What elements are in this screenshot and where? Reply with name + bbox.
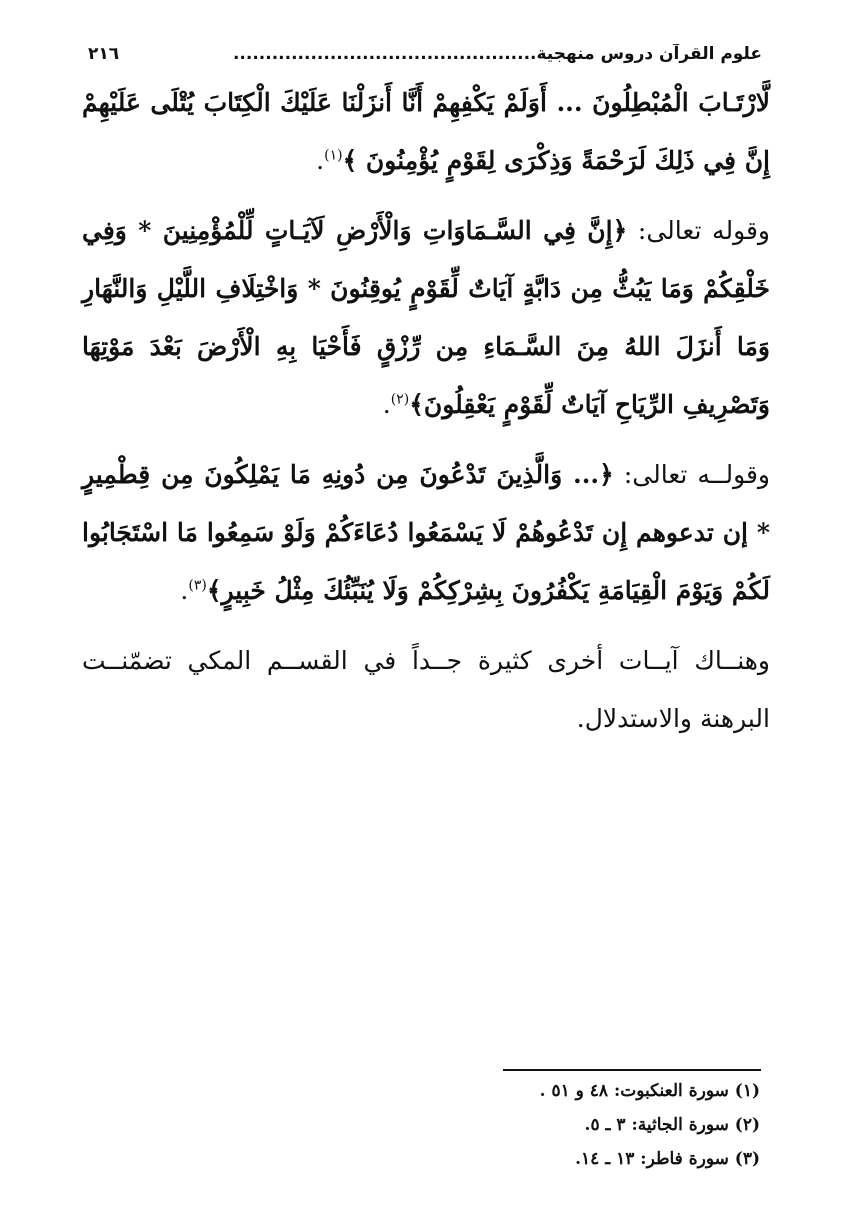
footnotes (440, 1074, 760, 1176)
paragraph-3-intro: وقولــه تعالى: (613, 460, 771, 489)
footnote-3: (٣) سورة فاطر: ١٣ ـ ١٤. (575, 1149, 760, 1169)
quran-verse-3: ﴿... وَالَّذِينَ تَدْعُونَ مِن دُونِهِ مَا يَمْلِكُونَ مِن قِطْمِيرٍ * إن تدعوهم إِن تَدْعُوهُمْ لَا يَسْمَعُوا دُعَاءَكُمْ وَلَوْ سَمِعُوا مَا اسْتَجَابُوا لَكُمْ وَيَوْمَ الْقِيَامَةِ يَكْفُرُونَ بِشِرْكِكُمْ وَلَا يُنَبِّئُكَ مِثْلُ خَبِيرٍ﴾ (82, 460, 770, 605)
page-number: ٢١٦ (88, 44, 120, 64)
quran-verse-1: لَّارْتَـابَ الْمُبْطِلُونَ ... أَوَلَمْ يَكْفِهِمْ أَنَّا أَنزَلْنَا عَلَيْكَ الْكِتَابَ يُتْلَى عَلَيْهِمْ إِنَّ فِي ذَلِكَ لَرَحْمَةً وَذِكْرَى لِقَوْمٍ يُؤْمِنُونَ ﴾ (82, 88, 770, 175)
book-title: علوم القرآن دروس منهجية............................................... (232, 44, 762, 64)
running-header (88, 34, 762, 64)
footnote-ref-2: (٢) (390, 391, 410, 408)
footnote-1: (١) سورة العنكبوت: ٤٨ و ٥١ . (539, 1081, 760, 1101)
quran-verse-2: ﴿إِنَّ فِي السَّـمَاوَاتِ وَالْأَرْضِ لَآيَـاتٍ لِّلْمُؤْمِنِينَ * وَفِي خَلْقِكُمْ وَمَا يَبُثُّ مِن دَابَّةٍ آيَاتٌ لِّقَوْمٍ يُوقِنُونَ * وَاخْتِلَافِ اللَّيْلِ وَالنَّهَارِ وَمَا أَنزَلَ اللهُ مِنَ السَّـمَاءِ مِن رِّزْقٍ فَأَحْيَا بِهِ الْأَرْضَ بَعْدَ مَوْتِهَا وَتَصْرِيفِ الرِّيَاحِ آيَاتٌ لِّقَوْمٍ يَعْقِلُونَ﴾ (82, 216, 770, 419)
paragraph-1 (82, 74, 770, 190)
paragraph-3 (82, 446, 770, 620)
paragraph-2 (82, 202, 770, 434)
paragraph-1-end: . (316, 146, 325, 175)
footnote-divider (503, 1069, 761, 1071)
footnote-2: (٢) سورة الجاثية: ٣ ـ ٥. (584, 1115, 760, 1135)
footnote-ref-3: (٣) (188, 577, 207, 594)
paragraph-2-intro: وقوله تعالى: (627, 216, 771, 245)
paragraph-3-end: . (180, 576, 189, 605)
paragraph-4-text: وهنــاك آيــات أخرى كثيرة جــداً في القســم المكي تضمّنــت البرهنة والاستدلال. (82, 646, 770, 733)
paragraph-2-end: . (382, 390, 391, 419)
paragraph-4 (82, 632, 770, 748)
body-text (82, 74, 770, 760)
footnote-ref-1: (١) (324, 147, 343, 164)
